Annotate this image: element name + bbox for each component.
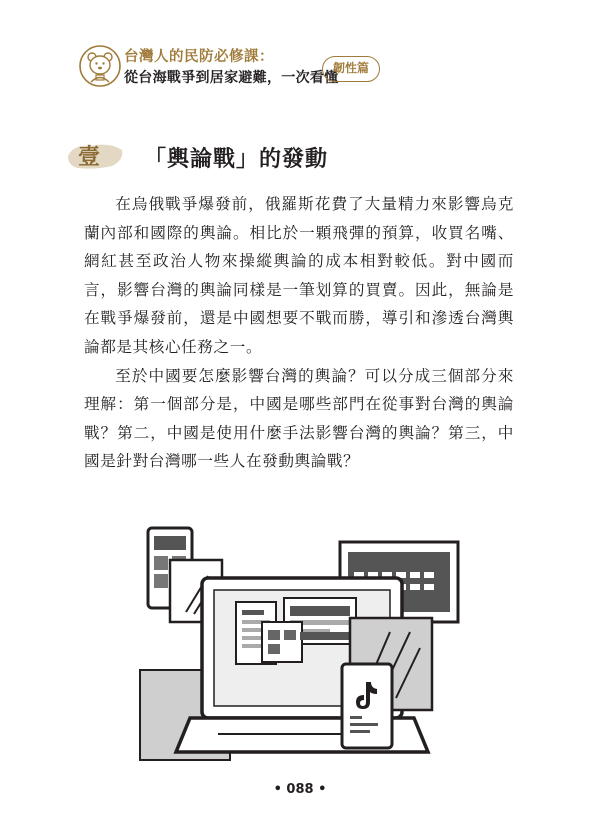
paragraph: 在烏俄戰爭爆發前，俄羅斯花費了大量精力來影響烏克蘭內部和國際的輿論。相比於一顆飛彈的預算，收買名嘴、網紅甚至政治人物來操縱輿論的成本相對較低。對中國而言，影響台灣的輿論同樣是一筆划算的買賣。因此，無論是在戰爭爆發前，還是中國想要不戰而勝，導引和滲透台灣輿論都是其核心任務之一。 xyxy=(84,195,514,356)
bear-mascot-icon xyxy=(78,44,122,88)
body-text xyxy=(84,190,514,476)
section-title: 「輿論戰」的發動 xyxy=(144,147,329,172)
paragraph: 至於中國要怎麼影響台灣的輿論？可以分成三個部分來理解：第一個部分是，中國是哪些部門在從事對台灣的輿論戰？第二，中國是使用什麼手法影響台灣的輿論？第三，中國是針對台灣哪一些人在發動輿論戰？ xyxy=(84,366,514,471)
devices-illustration xyxy=(128,520,468,780)
section-heading xyxy=(66,134,546,178)
chapter-badge: 韌性篇 xyxy=(322,56,380,82)
tiktok-phone-icon xyxy=(342,664,392,748)
book-subtitle: 從台海戰爭到居家避難，一次看懂 xyxy=(124,70,339,86)
running-header xyxy=(78,40,538,96)
page-number: • 088 • xyxy=(273,782,327,797)
message-window xyxy=(262,622,302,662)
section-number: 壹 xyxy=(78,144,101,170)
header-text xyxy=(124,48,339,88)
book-title: 台灣人的民防必修課： xyxy=(124,49,274,65)
